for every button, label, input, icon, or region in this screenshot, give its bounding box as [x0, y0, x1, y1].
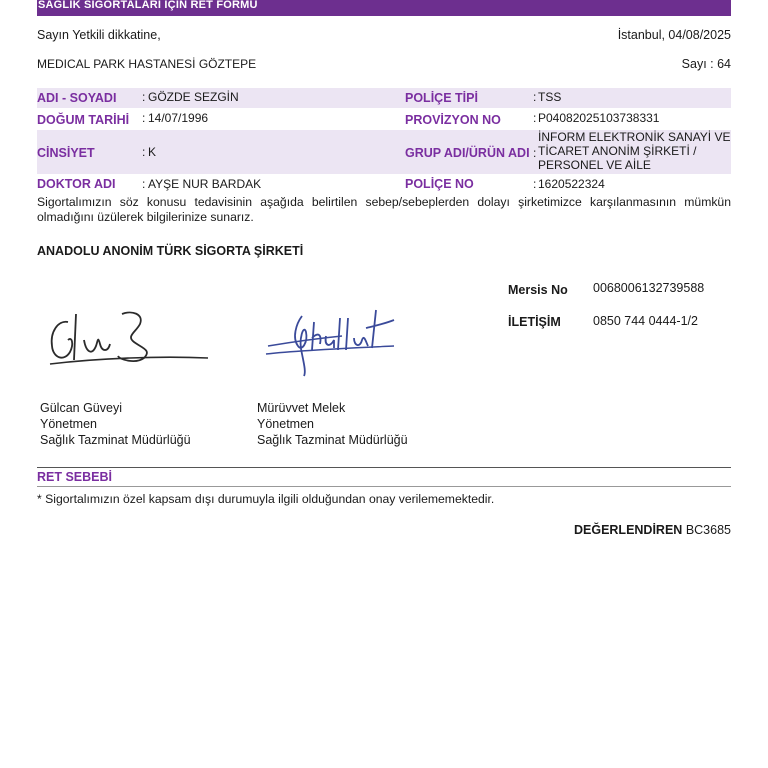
group-value-line2: TİCARET ANONİM ŞİRKETİ /	[538, 144, 697, 158]
birth-value: 14/07/1996	[148, 111, 209, 125]
form-title: SAĞLIK SİGORTALARI İÇİN RET FORMU	[38, 0, 258, 11]
evaluator-code: BC3685	[685, 523, 731, 537]
birth-label: DOĞUM TARİHİ	[37, 113, 130, 127]
policy-type-value: TSS	[538, 90, 562, 104]
group-label: GRUP ADI/ÜRÜN ADI	[405, 146, 530, 160]
colon: :	[142, 177, 146, 191]
reject-title: RET SEBEBİ	[37, 470, 113, 484]
doctor-value: AYŞE NUR BARDAK	[148, 177, 262, 191]
info-row-doctor	[37, 176, 731, 194]
signer-2	[257, 400, 408, 448]
signer-1	[40, 400, 191, 448]
greeting: Sayın Yetkili dikkatine,	[37, 28, 161, 42]
policy-type-label: POLİÇE TİPİ	[405, 91, 478, 105]
signer-1-role: Yönetmen	[40, 417, 97, 431]
colon: :	[142, 145, 146, 159]
group-value-line3: PERSONEL VE AİLE	[538, 158, 651, 172]
doctor-label: DOKTOR ADI	[37, 177, 116, 191]
place-date: İstanbul, 04/08/2025	[617, 28, 731, 42]
policy-no-value: 1620522324	[538, 177, 605, 191]
colon: :	[533, 177, 537, 191]
evaluator-label: DEĞERLENDİREN	[573, 523, 683, 537]
body-paragraph: Sigortalımızın söz konusu tedavisinin aşağıda belirtilen sebep/sebeplerden dolayı şirketimizce karşılanmasının mümkün olmadığını üzülerek bilgilerinize sunarız.	[37, 195, 731, 224]
signer-1-name: Gülcan Güveyi	[40, 401, 122, 415]
gender-value: K	[148, 145, 157, 159]
name-value: GÖZDE SEZGİN	[148, 90, 239, 104]
iletisim-value: 0850 744 0444-1/2	[593, 314, 698, 328]
info-row-gender	[37, 130, 731, 174]
company-name: ANADOLU ANONİM TÜRK SİGORTA ŞİRKETİ	[37, 244, 304, 258]
provision-value: P04082025103738331	[538, 111, 660, 125]
group-value-line1: İNFORM ELEKTRONİK SANAYİ VE	[538, 130, 731, 144]
document-number: Sayı : 64	[681, 57, 731, 71]
signer-2-role: Yönetmen	[257, 417, 314, 431]
mersis-label: Mersis No	[508, 283, 568, 297]
provision-label: PROVİZYON NO	[405, 113, 501, 127]
colon: :	[533, 111, 537, 125]
divider	[37, 486, 731, 487]
colon: :	[533, 90, 537, 104]
form-title-bar	[37, 0, 731, 16]
policy-no-label: POLİÇE NO	[405, 177, 474, 191]
info-row-name	[37, 88, 731, 108]
gender-label: CİNSİYET	[37, 146, 95, 160]
mersis-value: 0068006132739588	[593, 281, 705, 295]
colon: :	[533, 146, 537, 160]
signature-2	[262, 298, 402, 380]
reject-reason: * Sigortalımızın özel kapsam dışı durumuyla ilgili olduğundan onay verilememektedir.	[37, 492, 495, 506]
signer-1-dept: Sağlık Tazminat Müdürlüğü	[40, 433, 191, 447]
name-label: ADI - SOYADI	[37, 91, 117, 105]
info-row-birth	[37, 110, 731, 130]
colon: :	[142, 90, 146, 104]
signature-1	[40, 300, 215, 380]
evaluator	[574, 523, 731, 538]
divider	[37, 467, 731, 468]
iletisim-label: İLETİŞİM	[508, 315, 561, 329]
signer-2-name: Mürüvvet Melek	[257, 401, 346, 415]
signer-2-dept: Sağlık Tazminat Müdürlüğü	[257, 433, 408, 447]
colon: :	[142, 111, 146, 125]
hospital-name: MEDICAL PARK HASTANESİ GÖZTEPE	[37, 57, 257, 71]
